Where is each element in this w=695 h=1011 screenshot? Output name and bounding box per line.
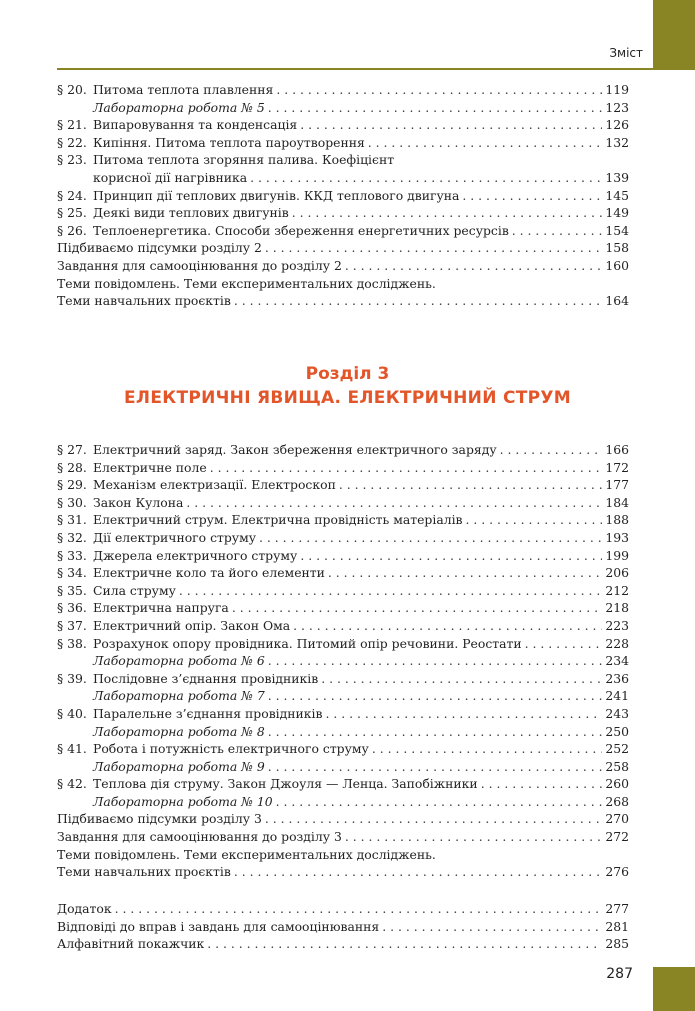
dot-leader (268, 99, 603, 117)
toc-entry[interactable] (57, 599, 629, 617)
toc-entry[interactable] (57, 204, 629, 222)
toc-entry-title: Теплоенергетика. Способи збереження енергетичних ресурсів (93, 222, 509, 238)
toc-entry-title: Паралельне з’єднання провідників (93, 705, 323, 721)
toc-entry-title: Послідовне з’єднання провідників (93, 670, 319, 686)
toc-entry-number: § 27. (57, 442, 87, 457)
toc-entry-page: 228 (605, 635, 629, 651)
toc-entry-title: Відповіді до вправ і завдань для самооцінювання (57, 918, 380, 934)
dot-leader (210, 459, 603, 477)
dot-leader (345, 257, 602, 275)
toc-entry-title: Лабораторна робота № 6 (93, 653, 265, 669)
dot-leader (382, 918, 602, 936)
toc-entry[interactable] (57, 134, 629, 152)
toc-entry-title: Принцип дії теплових двигунів. ККД теплового двигуна (93, 187, 460, 203)
toc-entry-title: Закон Кулона (93, 494, 184, 510)
footer-color-tab (653, 967, 695, 1011)
toc-entry[interactable] (57, 900, 629, 918)
toc-entry-title: Електричний заряд. Закон збереження електричного заряду (93, 442, 497, 457)
toc-entry-number: § 42. (57, 776, 87, 792)
toc-entry-page: 206 (605, 565, 629, 581)
toc-entry-title: Кипіння. Питома теплота пароутворення (93, 134, 365, 150)
dot-leader (525, 635, 603, 653)
toc-entry-number: § 31. (57, 512, 87, 528)
toc-entry-number: § 40. (57, 705, 87, 721)
toc-entry-page: 260 (605, 776, 629, 792)
toc-entry-title: Підбиваємо підсумки розділу 2 (57, 240, 262, 256)
dot-leader (500, 441, 603, 459)
toc-entry-title: Електрична напруга (93, 600, 229, 616)
dot-leader (115, 900, 603, 918)
toc-entry[interactable] (57, 918, 629, 936)
toc-entry-page: 252 (605, 741, 629, 757)
dot-leader (268, 687, 603, 705)
dot-leader (207, 935, 602, 953)
toc-entry-number: § 34. (57, 565, 87, 581)
toc-entry-number: § 37. (57, 617, 87, 633)
toc-entry[interactable] (57, 846, 629, 864)
toc-entry[interactable] (57, 99, 629, 117)
toc-entry-title: Електричне поле (93, 459, 207, 475)
toc-entry-title: Лабораторна робота № 9 (93, 758, 265, 774)
toc-entry[interactable] (57, 547, 629, 565)
dot-leader (232, 599, 603, 617)
toc-entry-number: § 23. (57, 152, 87, 168)
toc-entry-title: Завдання для самооцінювання до розділу 3 (57, 829, 342, 845)
toc-entry-title: Розрахунок опору провідника. Питомий опір речовини. Реостати (93, 635, 522, 651)
dot-leader (300, 116, 602, 134)
toc-entry-page: 243 (605, 705, 629, 721)
toc-entry[interactable] (57, 476, 629, 494)
toc-entry-page: 160 (605, 257, 629, 273)
toc-entry[interactable] (57, 635, 629, 653)
toc-entry[interactable] (57, 459, 629, 477)
toc-entry-number: § 30. (57, 494, 87, 510)
dot-leader (466, 511, 603, 529)
toc-entry-number: § 36. (57, 600, 87, 616)
toc-entry-page: 270 (605, 811, 629, 827)
toc-entry-page: 154 (605, 222, 629, 238)
toc-entry-number: § 20. (57, 82, 87, 97)
dot-leader (462, 187, 602, 205)
page-number: 287 (606, 966, 633, 982)
toc-entry-title: Лабораторна робота № 10 (93, 793, 273, 809)
toc-entry-title: Теплова дія струму. Закон Джоуля — Ленца. Запобіжники (93, 776, 478, 792)
toc-entry-number: § 21. (57, 117, 87, 133)
toc-entry-title: Електричний опір. Закон Ома (93, 617, 291, 633)
dot-leader (372, 740, 603, 758)
toc-entry[interactable] (57, 529, 629, 547)
toc-entry-title: Підбиваємо підсумки розділу 3 (57, 811, 262, 827)
toc-entry[interactable] (57, 511, 629, 529)
toc-entry-page: 272 (605, 829, 629, 845)
toc-entry-title: Лабораторна робота № 8 (93, 723, 265, 739)
toc-entry-page: 188 (605, 512, 629, 528)
toc-entry-page: 184 (605, 494, 629, 510)
toc-entry-title: Електричне коло та його елементи (93, 565, 325, 581)
dot-leader (276, 81, 602, 99)
toc-entry-page: 149 (605, 205, 629, 221)
toc-entry[interactable] (57, 441, 629, 459)
toc-entry-page: 193 (605, 529, 629, 545)
toc-entry[interactable] (57, 775, 629, 793)
toc-entry-title: Лабораторна робота № 7 (93, 688, 265, 704)
toc-list-part3 (57, 900, 629, 953)
dot-leader (328, 564, 602, 582)
toc-entry-title: Випаровування та конденсація (93, 117, 298, 133)
toc-entry-number: § 28. (57, 459, 87, 475)
toc-entry[interactable] (57, 705, 629, 723)
toc-entry-page: 241 (605, 688, 629, 704)
toc-entry-title: Теми навчальних проєктів (57, 864, 231, 880)
dot-leader (276, 793, 603, 811)
toc-entry[interactable] (57, 687, 629, 705)
toc-entry-page: 223 (605, 617, 629, 633)
dot-leader (512, 222, 603, 240)
header-color-tab (653, 0, 695, 70)
toc-entry-title: Дії електричного струму (93, 529, 257, 545)
dot-leader (265, 239, 603, 257)
header-rule (57, 68, 653, 70)
header-title: Зміст (609, 46, 643, 60)
toc-entry-number: § 32. (57, 529, 87, 545)
toc-entry-page: 276 (605, 864, 629, 880)
toc-entry-page: 250 (605, 723, 629, 739)
toc-entry-page: 139 (605, 169, 629, 185)
toc-entry[interactable] (57, 494, 629, 512)
toc-entry-page: 164 (605, 293, 629, 309)
toc-entry-page: 277 (605, 901, 629, 916)
toc-entry-title: Додаток (57, 901, 112, 916)
toc-entry-number: § 22. (57, 134, 87, 150)
toc-entry[interactable] (57, 239, 629, 257)
toc-entry-number: § 29. (57, 477, 87, 493)
toc-entry-page: 166 (605, 442, 629, 457)
toc-entry-page: 234 (605, 653, 629, 669)
dot-leader (265, 810, 603, 828)
section-label: Розділ 3 (305, 364, 390, 384)
toc-entry-number: § 26. (57, 222, 87, 238)
dot-leader (179, 582, 602, 600)
toc-entry-page: 172 (605, 459, 629, 475)
toc-entry-page: 177 (605, 477, 629, 493)
dot-leader (300, 547, 602, 565)
toc-entry-title: Теми навчальних проєктів (57, 293, 231, 309)
toc-entry[interactable] (57, 863, 629, 881)
dot-leader (234, 863, 603, 881)
toc-entry-title: Теми повідомлень. Теми експериментальних досліджень. (57, 846, 436, 862)
toc-entry-title: Теми повідомлень. Теми експериментальних досліджень. (57, 275, 436, 291)
dot-leader (368, 134, 603, 152)
toc-entry[interactable] (57, 617, 629, 635)
toc-entry[interactable] (57, 723, 629, 741)
toc-entry-page: 158 (605, 240, 629, 256)
toc-entry-number: § 41. (57, 741, 87, 757)
toc-entry[interactable] (57, 257, 629, 275)
toc-entry[interactable] (57, 740, 629, 758)
toc-entry[interactable] (57, 116, 629, 134)
toc-entry-title: Алфавітний покажчик (57, 936, 205, 952)
toc-entry[interactable] (57, 81, 629, 99)
toc-entry[interactable] (57, 652, 629, 670)
dot-leader (259, 529, 602, 547)
toc-entry-page: 285 (605, 936, 629, 952)
toc-entry-page: 132 (605, 134, 629, 150)
dot-leader (345, 828, 602, 846)
toc-entry-page: 236 (605, 670, 629, 686)
dot-leader (268, 758, 603, 776)
toc-entry[interactable] (57, 222, 629, 240)
toc-entry[interactable] (57, 292, 629, 310)
toc-entry-title: Механізм електризації. Електроскоп (93, 477, 336, 493)
toc-list-part2 (57, 441, 629, 881)
toc-entry-title: Електричний струм. Електрична провідність матеріалів (93, 512, 463, 528)
toc-entry[interactable] (57, 670, 629, 688)
toc-entry[interactable] (57, 187, 629, 205)
toc-entry-page: 218 (605, 600, 629, 616)
toc-entry-page: 268 (605, 793, 629, 809)
toc-entry[interactable] (57, 169, 629, 187)
toc-entry-number: § 35. (57, 582, 87, 598)
dot-leader (250, 169, 602, 187)
toc-entry-title: Джерела електричного струму (93, 547, 298, 563)
toc-entry-page: 123 (605, 99, 629, 115)
toc-entry[interactable] (57, 828, 629, 846)
toc-entry-page: 145 (605, 187, 629, 203)
toc-entry[interactable] (57, 151, 629, 169)
toc-entry-page: 199 (605, 547, 629, 563)
toc-entry[interactable] (57, 582, 629, 600)
toc-entry-title: Питома теплота плавлення (93, 82, 274, 97)
toc-entry-page: 119 (605, 82, 629, 97)
toc-entry-number: § 39. (57, 670, 87, 686)
toc-entry-number: § 25. (57, 205, 87, 221)
dot-leader (293, 617, 602, 635)
dot-leader (321, 670, 602, 688)
dot-leader (292, 204, 603, 222)
dot-leader (268, 652, 603, 670)
section-title: ЕЛЕКТРИЧНІ ЯВИЩА. ЕЛЕКТРИЧНИЙ СТРУМ (124, 388, 571, 408)
toc-list-part1 (57, 81, 629, 310)
toc-entry-number: § 33. (57, 547, 87, 563)
toc-entry[interactable] (57, 564, 629, 582)
dot-leader (339, 476, 603, 494)
toc-entry-page: 258 (605, 758, 629, 774)
toc-entry-title: Питома теплота згоряння палива. Коефіцієнт (93, 152, 395, 168)
toc-entry-title: Лабораторна робота № 5 (93, 99, 265, 115)
toc-entry-title: Сила струму (93, 582, 176, 598)
dot-leader (234, 292, 603, 310)
toc-entry-title: Робота і потужність електричного струму (93, 741, 369, 757)
dot-leader (268, 723, 603, 741)
toc-entry[interactable] (57, 935, 629, 953)
dot-leader (481, 775, 603, 793)
toc-entry-title: Деякі види теплових двигунів (93, 205, 289, 221)
dot-leader (325, 705, 602, 723)
toc-entry[interactable] (57, 793, 629, 811)
toc-entry-number: § 38. (57, 635, 87, 651)
toc-entry-page: 212 (605, 582, 629, 598)
toc-entry[interactable] (57, 810, 629, 828)
toc-entry-page: 281 (605, 918, 629, 934)
toc-entry[interactable] (57, 275, 629, 293)
toc-entry-number: § 24. (57, 187, 87, 203)
toc-entry[interactable] (57, 758, 629, 776)
dot-leader (186, 494, 602, 512)
toc-entry-page: 126 (605, 117, 629, 133)
toc-entry-title: корисної дії нагрівника (93, 169, 248, 185)
toc-entry-title: Завдання для самооцінювання до розділу 2 (57, 257, 342, 273)
